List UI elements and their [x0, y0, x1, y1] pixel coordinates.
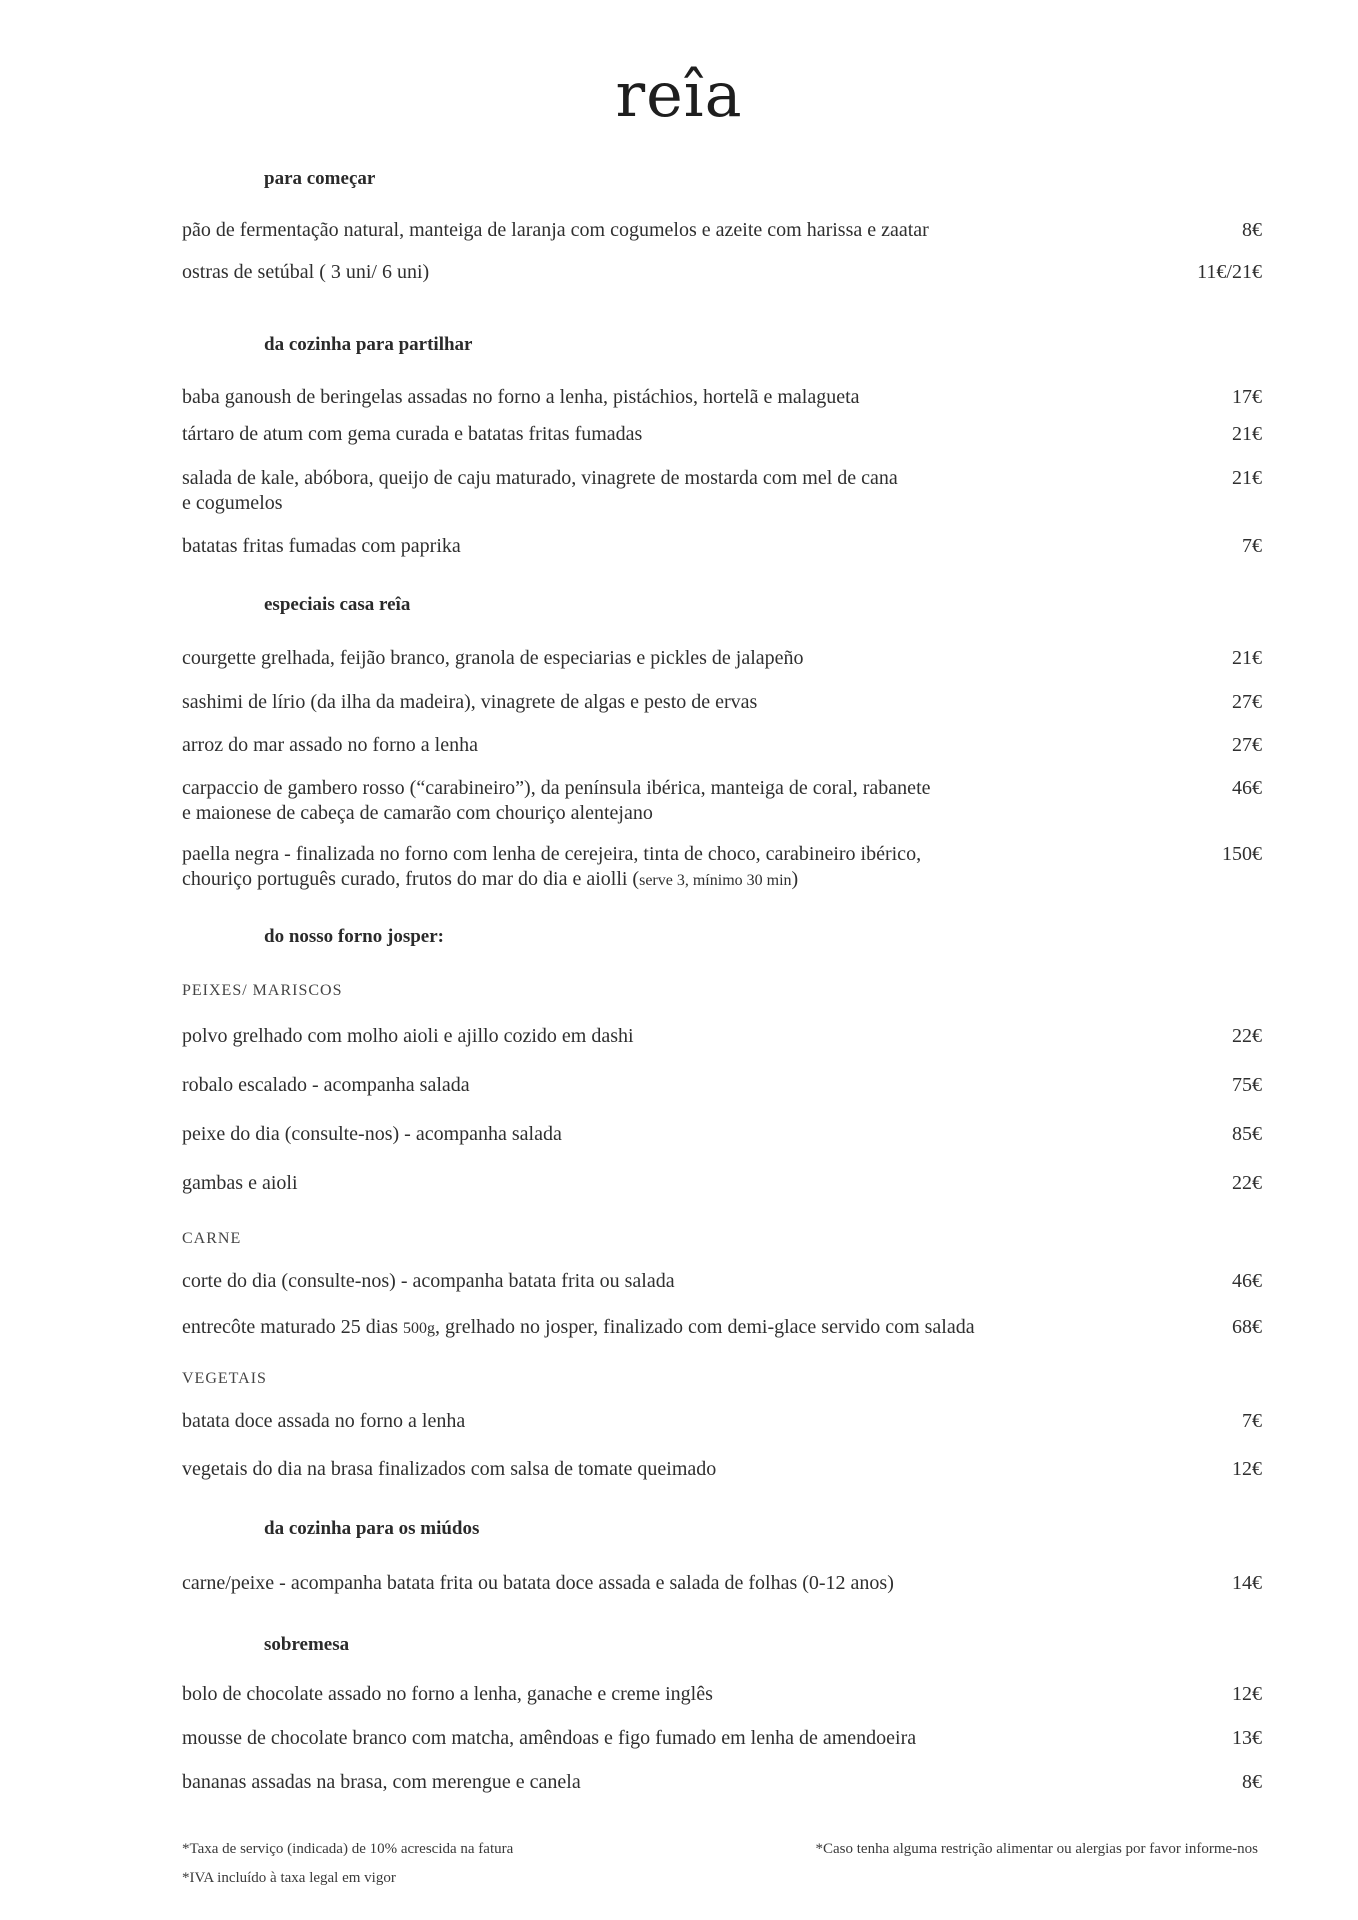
section-title-josper: do nosso forno josper: — [264, 926, 444, 947]
item-price: 8€ — [1242, 1771, 1262, 1793]
item-name-line2 — [182, 867, 1112, 893]
item-name: bolo de chocolate assado no forno a lenha, ganache e creme inglês — [182, 1683, 713, 1705]
section-title-specials: especiais casa reîa — [264, 594, 411, 615]
menu-item — [182, 466, 1262, 516]
item-name-line1: paella negra - finalizada no forno com lenha de cerejeira, tinta de choco, carabineiro ibérico, — [182, 843, 922, 865]
item-name: batatas fritas fumadas com paprika — [182, 535, 461, 557]
menu-item — [182, 534, 1262, 559]
item-price: 21€ — [1232, 467, 1262, 489]
menu-item — [182, 733, 1262, 758]
item-price: 46€ — [1232, 777, 1262, 799]
menu-item — [182, 1315, 1262, 1341]
item-name-line2: e cogumelos — [182, 492, 283, 514]
item-name-line1: carpaccio de gambero rosso (“carabineiro”), da península ibérica, manteiga de coral, rabanete — [182, 777, 931, 799]
menu-item — [182, 1073, 1262, 1098]
item-note: serve 3, mínimo 30 min — [639, 872, 792, 889]
item-price: 8€ — [1242, 219, 1262, 241]
item-text-end: , grelhado no josper, finalizado com demi-glace servido com salada — [435, 1316, 975, 1338]
item-price: 13€ — [1232, 1727, 1262, 1749]
section-title-kids: da cozinha para os miúdos — [264, 1518, 480, 1539]
menu-item — [182, 1457, 1262, 1482]
item-name: arroz do mar assado no forno a lenha — [182, 734, 478, 756]
item-price: 68€ — [1232, 1316, 1262, 1338]
item-name: pão de fermentação natural, manteiga de laranja com cogumelos e azeite com harissa e zaatar — [182, 219, 929, 241]
item-name: peixe do dia (consulte-nos) - acompanha salada — [182, 1123, 562, 1145]
menu-item — [182, 1122, 1262, 1147]
subsection-title-fish: PEIXES/ MARISCOS — [182, 982, 343, 999]
item-name: bananas assadas na brasa, com merengue e canela — [182, 1771, 581, 1793]
item-price: 14€ — [1232, 1572, 1262, 1594]
item-name: corte do dia (consulte-nos) - acompanha batata frita ou salada — [182, 1270, 675, 1292]
menu-item — [182, 1024, 1262, 1049]
item-name: polvo grelhado com molho aioli e ajillo cozido em dashi — [182, 1025, 634, 1047]
section-title-starters: para começar — [264, 168, 376, 189]
menu-item — [182, 218, 1262, 243]
menu-item — [182, 1409, 1262, 1434]
item-name: baba ganoush de beringelas assadas no forno a lenha, pistáchios, hortelã e malagueta — [182, 386, 860, 408]
item-name: gambas e aioli — [182, 1172, 298, 1194]
item-name: carne/peixe - acompanha batata frita ou batata doce assada e salada de folhas (0-12 anos) — [182, 1572, 894, 1594]
item-price: 21€ — [1232, 647, 1262, 669]
service-fee-note: *Taxa de serviço (indicada) de 10% acrescida na fatura — [182, 1841, 514, 1857]
vat-note: *IVA incluído à taxa legal em vigor — [182, 1870, 396, 1886]
item-name: ostras de setúbal ( 3 uni/ 6 uni) — [182, 261, 430, 283]
menu-item — [182, 1571, 1262, 1596]
item-price: 12€ — [1232, 1458, 1262, 1480]
item-price: 17€ — [1232, 386, 1262, 408]
item-name: mousse de chocolate branco com matcha, amêndoas e figo fumado em lenha de amendoeira — [182, 1727, 917, 1749]
menu-item — [182, 1726, 1262, 1751]
item-price: 46€ — [1232, 1270, 1262, 1292]
item-text: entrecôte maturado 25 dias — [182, 1316, 404, 1338]
item-name — [182, 1315, 1142, 1341]
item-price: 75€ — [1232, 1074, 1262, 1096]
item-name: courgette grelhada, feijão branco, granola de especiarias e pickles de jalapeño — [182, 647, 804, 669]
section-title-sharing: da cozinha para partilhar — [264, 334, 473, 355]
subsection-title-meat: CARNE — [182, 1230, 242, 1247]
restaurant-logo: reîa — [615, 58, 743, 131]
item-name: batata doce assada no forno a lenha — [182, 1410, 466, 1432]
allergy-note: *Caso tenha alguma restrição alimentar ou alergias por favor informe-nos — [815, 1841, 1258, 1857]
menu-item — [182, 1682, 1262, 1707]
item-name: sashimi de lírio (da ilha da madeira), vinagrete de algas e pesto de ervas — [182, 691, 758, 713]
menu-item — [182, 776, 1262, 826]
item-price: 21€ — [1232, 423, 1262, 445]
menu-item — [182, 385, 1262, 410]
item-price: 150€ — [1222, 843, 1262, 865]
item-name-line1: salada de kale, abóbora, queijo de caju maturado, vinagrete de mostarda com mel de cana — [182, 467, 898, 489]
item-price: 22€ — [1232, 1025, 1262, 1047]
menu-item — [182, 260, 1262, 285]
subsection-title-veg: VEGETAIS — [182, 1370, 267, 1387]
section-title-dessert: sobremesa — [264, 1634, 350, 1655]
item-price: 27€ — [1232, 691, 1262, 713]
item-price: 27€ — [1232, 734, 1262, 756]
item-text: chouriço português curado, frutos do mar do dia e aiolli ( — [182, 868, 640, 890]
item-price: 7€ — [1242, 535, 1262, 557]
menu-item — [182, 1269, 1262, 1294]
item-price: 7€ — [1242, 1410, 1262, 1432]
menu-item — [182, 1770, 1262, 1795]
menu-item — [182, 422, 1262, 447]
menu-item — [182, 646, 1262, 671]
item-price: 22€ — [1232, 1172, 1262, 1194]
menu-item — [182, 1171, 1262, 1196]
item-name: tártaro de atum com gema curada e batatas fritas fumadas — [182, 423, 643, 445]
item-price: 85€ — [1232, 1123, 1262, 1145]
item-note: 500g — [403, 1320, 436, 1337]
item-text-end: ) — [791, 868, 799, 890]
item-name: robalo escalado - acompanha salada — [182, 1074, 470, 1096]
item-price: 12€ — [1232, 1683, 1262, 1705]
item-price: 11€/21€ — [1197, 261, 1262, 283]
menu-item — [182, 690, 1262, 715]
item-name-line2: e maionese de cabeça de camarão com chouriço alentejano — [182, 802, 653, 824]
menu-item — [182, 842, 1262, 893]
item-name: vegetais do dia na brasa finalizados com salsa de tomate queimado — [182, 1458, 717, 1480]
